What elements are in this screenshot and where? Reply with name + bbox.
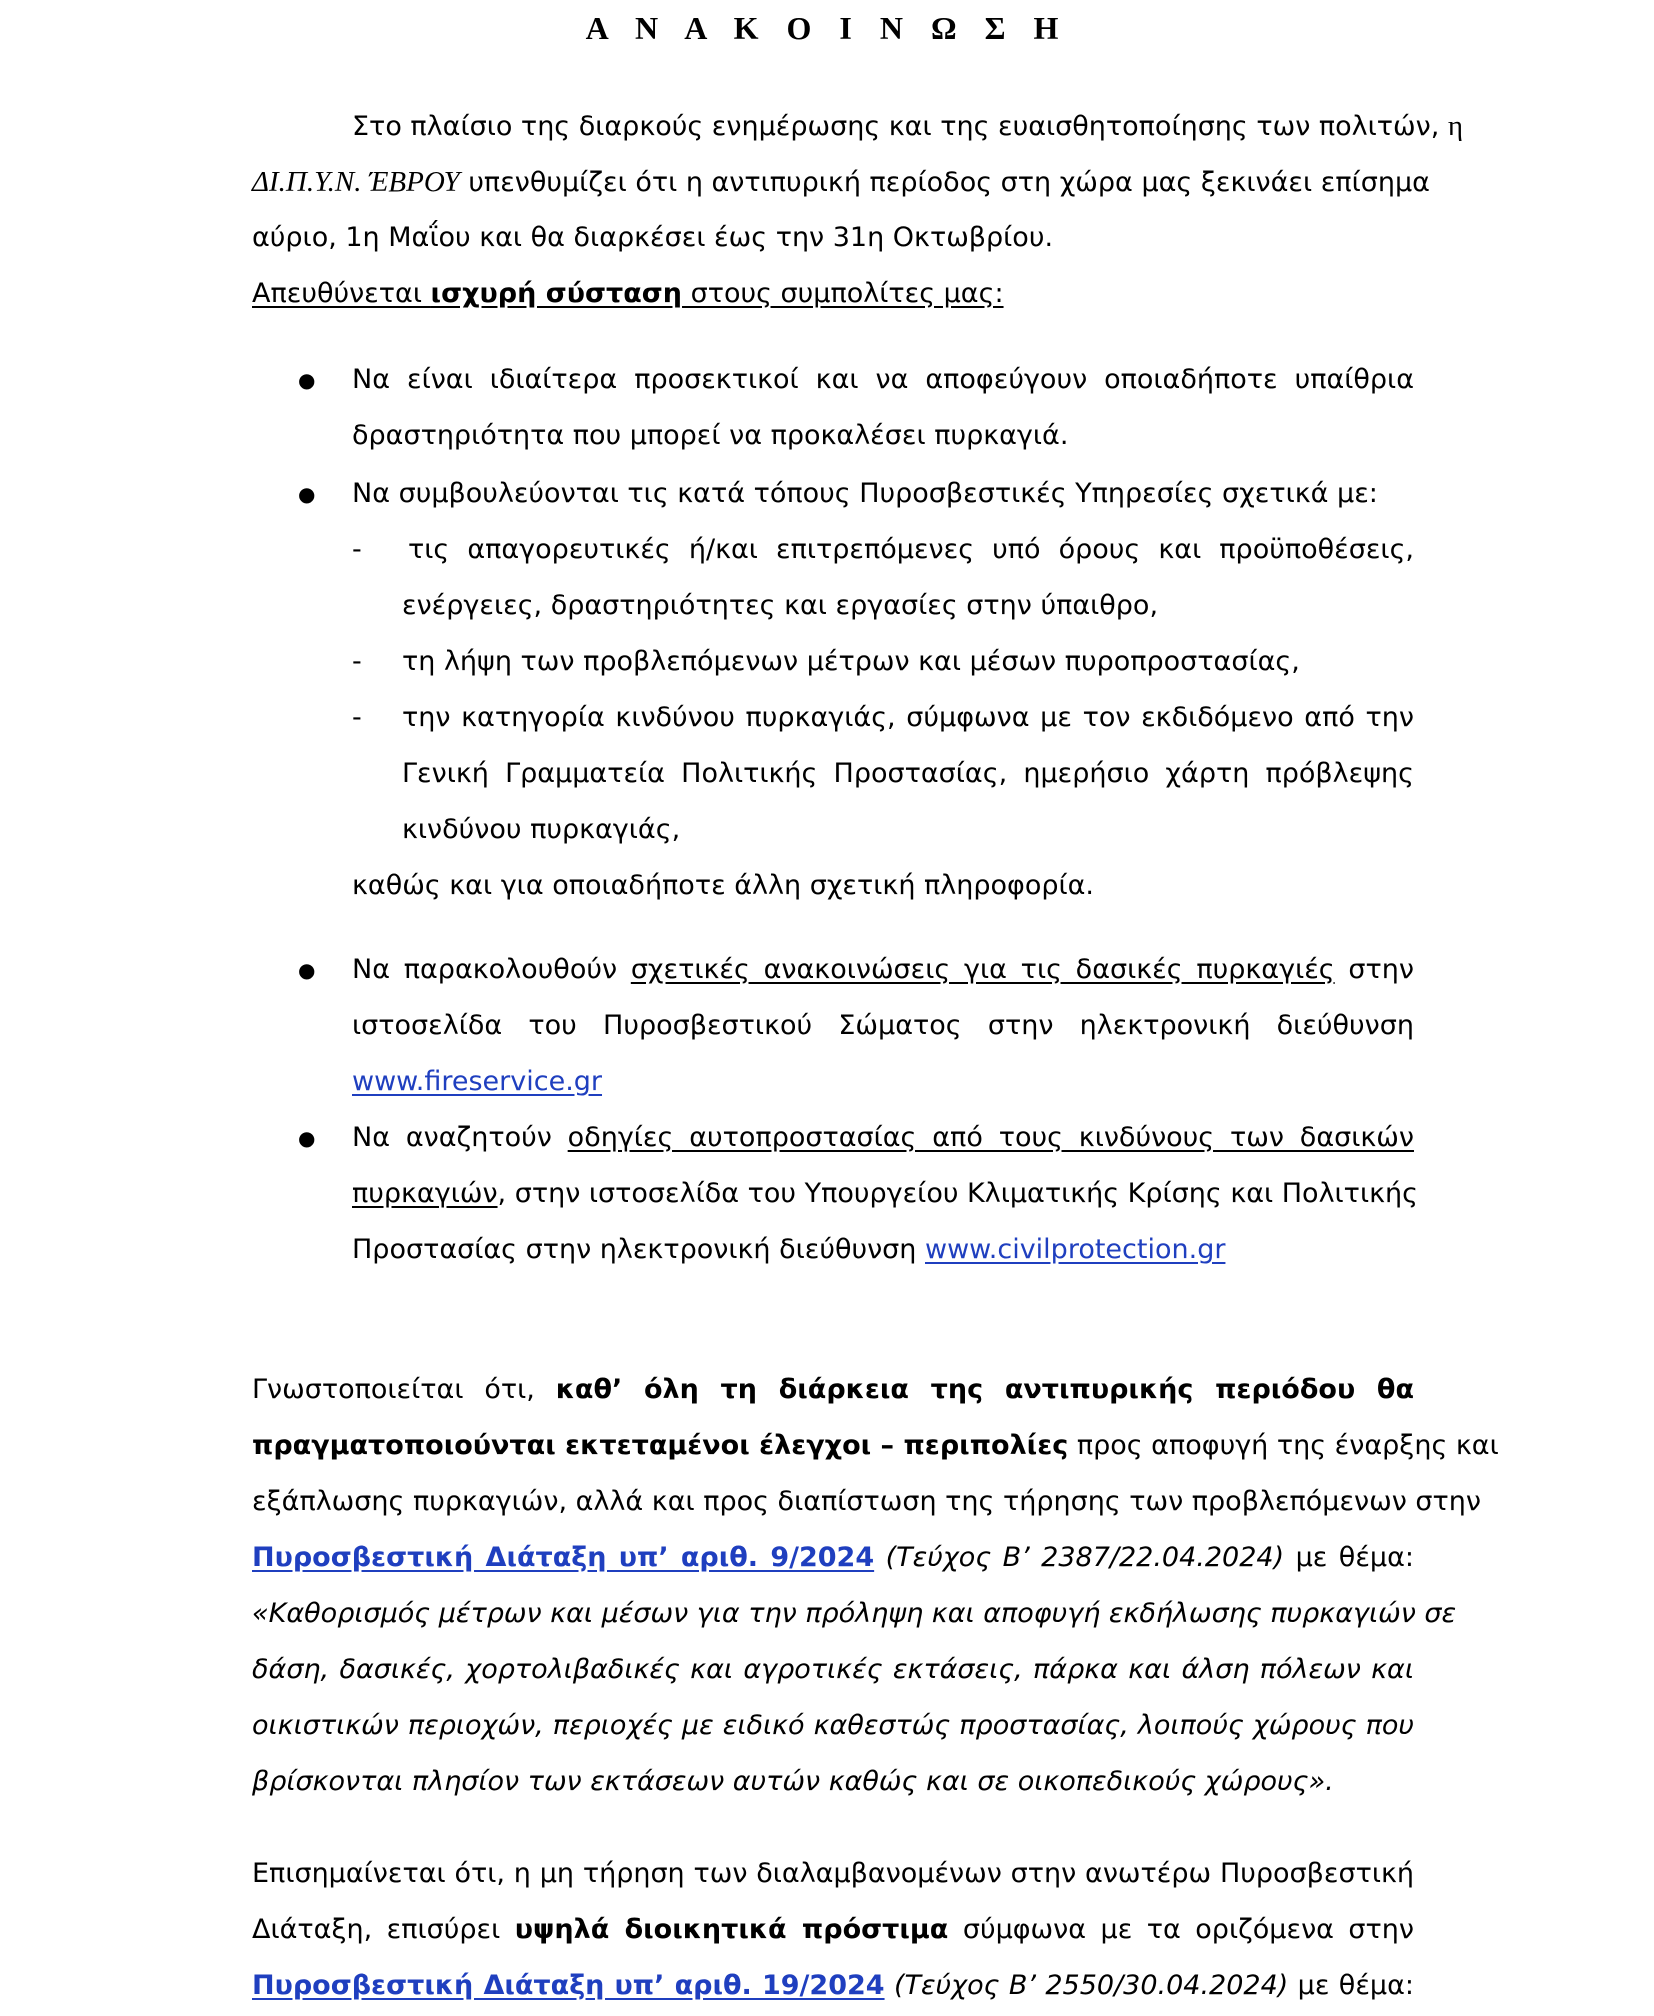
notice-pre: Γνωστοποιείται ότι,: [252, 1374, 535, 1405]
notice-line-4: [252, 1530, 1414, 1586]
intro-line-2: [252, 154, 1430, 210]
dash-marker: -: [352, 702, 362, 733]
penalty-line-2: [252, 1902, 1414, 1958]
bullet-4-pre-3: Προστασίας στην ηλεκτρονική διεύθυνση: [352, 1234, 925, 1265]
bullet-4-post: , στην ιστοσελίδα του Υπουργείου Κλιματικής Κρίσης και Πολιτικής: [497, 1178, 1418, 1209]
fire-announcements-text: σχετικές ανακοινώσεις για τις δασικές πυρκαγιές: [630, 954, 1335, 985]
intro-article: η: [1447, 110, 1464, 142]
civilprotection-link[interactable]: www.civilprotection.gr: [925, 1234, 1226, 1265]
intro-text-1: Στο πλαίσιο της διαρκούς ενημέρωσης και της ευαισθητοποίησης των πολιτών,: [352, 111, 1440, 142]
recommendation-pre: Απευθύνεται: [252, 278, 431, 309]
dash-1-line-2: ενέργειες, δραστηριότητες και εργασίες στην ύπαιθρο,: [402, 590, 1159, 621]
dash-2-line-1: τη λήψη των προβλεπόμενων μέτρων και μέσων πυροπροστασίας,: [402, 646, 1300, 677]
fire-regulation-9-2024-link[interactable]: Πυροσβεστική Διάταξη υπ’ αριθ. 9/2024: [252, 1542, 875, 1573]
self-protection-guidelines-text: οδηγίες αυτοπροστασίας από τους κινδύνους των δασικών: [567, 1122, 1414, 1153]
penalty-line-1: Επισημαίνεται ότι, η μη τήρηση των διαλαμβανομένων στην ανωτέρω Πυροσβεστική: [252, 1858, 1414, 1889]
penalty-pre: Διάταξη, επισύρει: [252, 1914, 501, 1945]
notice-line-2: [252, 1418, 1499, 1474]
penalty-paragraph: [252, 1846, 1414, 2014]
notice-bold-1: καθ’ όλη τη διάρκεια της αντιπυρικής περιόδου θα: [555, 1374, 1414, 1405]
dash-1-line-1: τις απαγορευτικές ή/και επιτρεπόμενες υπό όρους και προϋποθέσεις,: [408, 534, 1414, 565]
bullet-3-line-2: ιστοσελίδα του Πυροσβεστικού Σώματος στην ηλεκτρονική διεύθυνση: [352, 1010, 1414, 1041]
penalty-post-3: με θέμα:: [1297, 1970, 1414, 2001]
bullet-3-post: στην: [1334, 954, 1414, 985]
dash-3-line-2: Γενική Γραμματεία Πολιτικής Προστασίας, ημερήσιο χάρτη πρόβλεψης: [402, 758, 1414, 789]
notice-line-1: [252, 1362, 1414, 1418]
document-title: Α Ν Α Κ Ο Ι Ν Ω Σ Η: [585, 10, 1069, 46]
bullet-2-tail-text: καθώς και για οποιαδήποτε άλλη σχετική πληροφορία.: [352, 870, 1094, 901]
notice-line-7: οικιστικών περιοχών, περιοχές με ειδικό καθεστώς προστασίας, λοιπούς χώρους που: [252, 1710, 1414, 1741]
bullet-4-line-3: [352, 1222, 1414, 1278]
notice-line-3: εξάπλωσης πυρκαγιών, αλλά και προς διαπίστωση της τήρησης των προβλεπόμενων στην: [252, 1486, 1481, 1517]
bullet-2-line-1: Να συμβουλεύονται τις κατά τόπους Πυροσβεστικές Υπηρεσίες σχετικά με:: [352, 478, 1378, 509]
gazette-reference-2: (Τεύχος Β’ 2550/30.04.2024): [893, 1970, 1289, 2001]
dash-marker: -: [352, 534, 362, 565]
bullet-icon: ●: [298, 958, 316, 982]
bullet-1-line-1: Να είναι ιδιαίτερα προσεκτικοί και να αποφεύγουν οποιαδήποτε υπαίθρια: [352, 364, 1414, 395]
recommendation-post: στους συμπολίτες μας:: [682, 278, 1004, 309]
dash-3-line-3: κινδύνου πυρκαγιάς,: [402, 814, 681, 845]
fire-regulation-19-2024-link[interactable]: Πυροσβεστική Διάταξη υπ’ αριθ. 19/2024: [252, 1970, 885, 2001]
recommendation-bold: ισχυρή σύσταση: [430, 278, 683, 309]
bullet-4-line-2: [352, 1166, 1418, 1222]
intro-paragraph: [252, 98, 1464, 266]
bullet-4-pre: Να αναζητούν: [352, 1122, 568, 1153]
bullet-icon: ●: [298, 482, 316, 506]
bullet-4-line-1: [352, 1110, 1414, 1166]
bullet-icon: ●: [298, 368, 316, 392]
bullet-icon: ●: [298, 1126, 316, 1150]
dash-3-line-1: την κατηγορία κινδύνου πυρκαγιάς, σύμφωνα με τον εκδιδόμενο από την: [402, 702, 1414, 733]
bullet-1-line-2: δραστηριότητα που μπορεί να προκαλέσει πυρκαγιά.: [352, 420, 1069, 451]
bullet-3-pre: Να παρακολουθούν: [352, 954, 631, 985]
notice-line-5: «Καθορισμός μέτρων και μέσων για την πρόληψη και αποφυγή εκδήλωσης πυρκαγιών σε: [252, 1598, 1457, 1629]
notice-line-6: δάση, δασικές, χορτολιβαδικές και αγροτικές εκτάσεις, πάρκα και άλση πόλεων και: [252, 1654, 1414, 1685]
bullet-3-line-1: [352, 942, 1414, 998]
gazette-reference-1: (Τεύχος Β’ 2387/22.04.2024): [885, 1542, 1285, 1573]
penalty-bold: υψηλά διοικητικά πρόστιμα: [514, 1914, 949, 1945]
notice-paragraph: [252, 1362, 1499, 1810]
penalty-line-3: [252, 1958, 1414, 2014]
organization-name: ΔΙ.Π.Υ.Ν. ΈΒΡΟΥ: [252, 166, 460, 198]
intro-line-1: [252, 98, 1464, 154]
fireservice-link[interactable]: www.fireservice.gr: [352, 1066, 603, 1097]
notice-post-4: με θέμα:: [1295, 1542, 1414, 1573]
recommendation-line: [252, 266, 1414, 322]
notice-line-8: βρίσκονται πλησίον των εκτάσεων αυτών καθώς και σε οικοπεδικούς χώρους».: [252, 1766, 1334, 1797]
notice-post-2: προς αποφυγή της έναρξης και: [1076, 1430, 1499, 1461]
dash-marker: -: [352, 646, 362, 677]
penalty-post: σύμφωνα με τα οριζόμενα στην: [962, 1914, 1414, 1945]
intro-text-2: υπενθυμίζει ότι η αντιπυρική περίοδος στη χώρα μας ξεκινάει επίσημα: [468, 167, 1430, 198]
notice-bold-2: πραγματοποιούνται εκτεταμένοι έλεγχοι – περιπολίες: [252, 1430, 1069, 1461]
intro-line-3: αύριο, 1η Μαΐου και θα διαρκέσει έως την 31η Οκτωβρίου.: [252, 222, 1054, 253]
self-protection-guidelines-text-2: πυρκαγιών: [352, 1178, 498, 1209]
